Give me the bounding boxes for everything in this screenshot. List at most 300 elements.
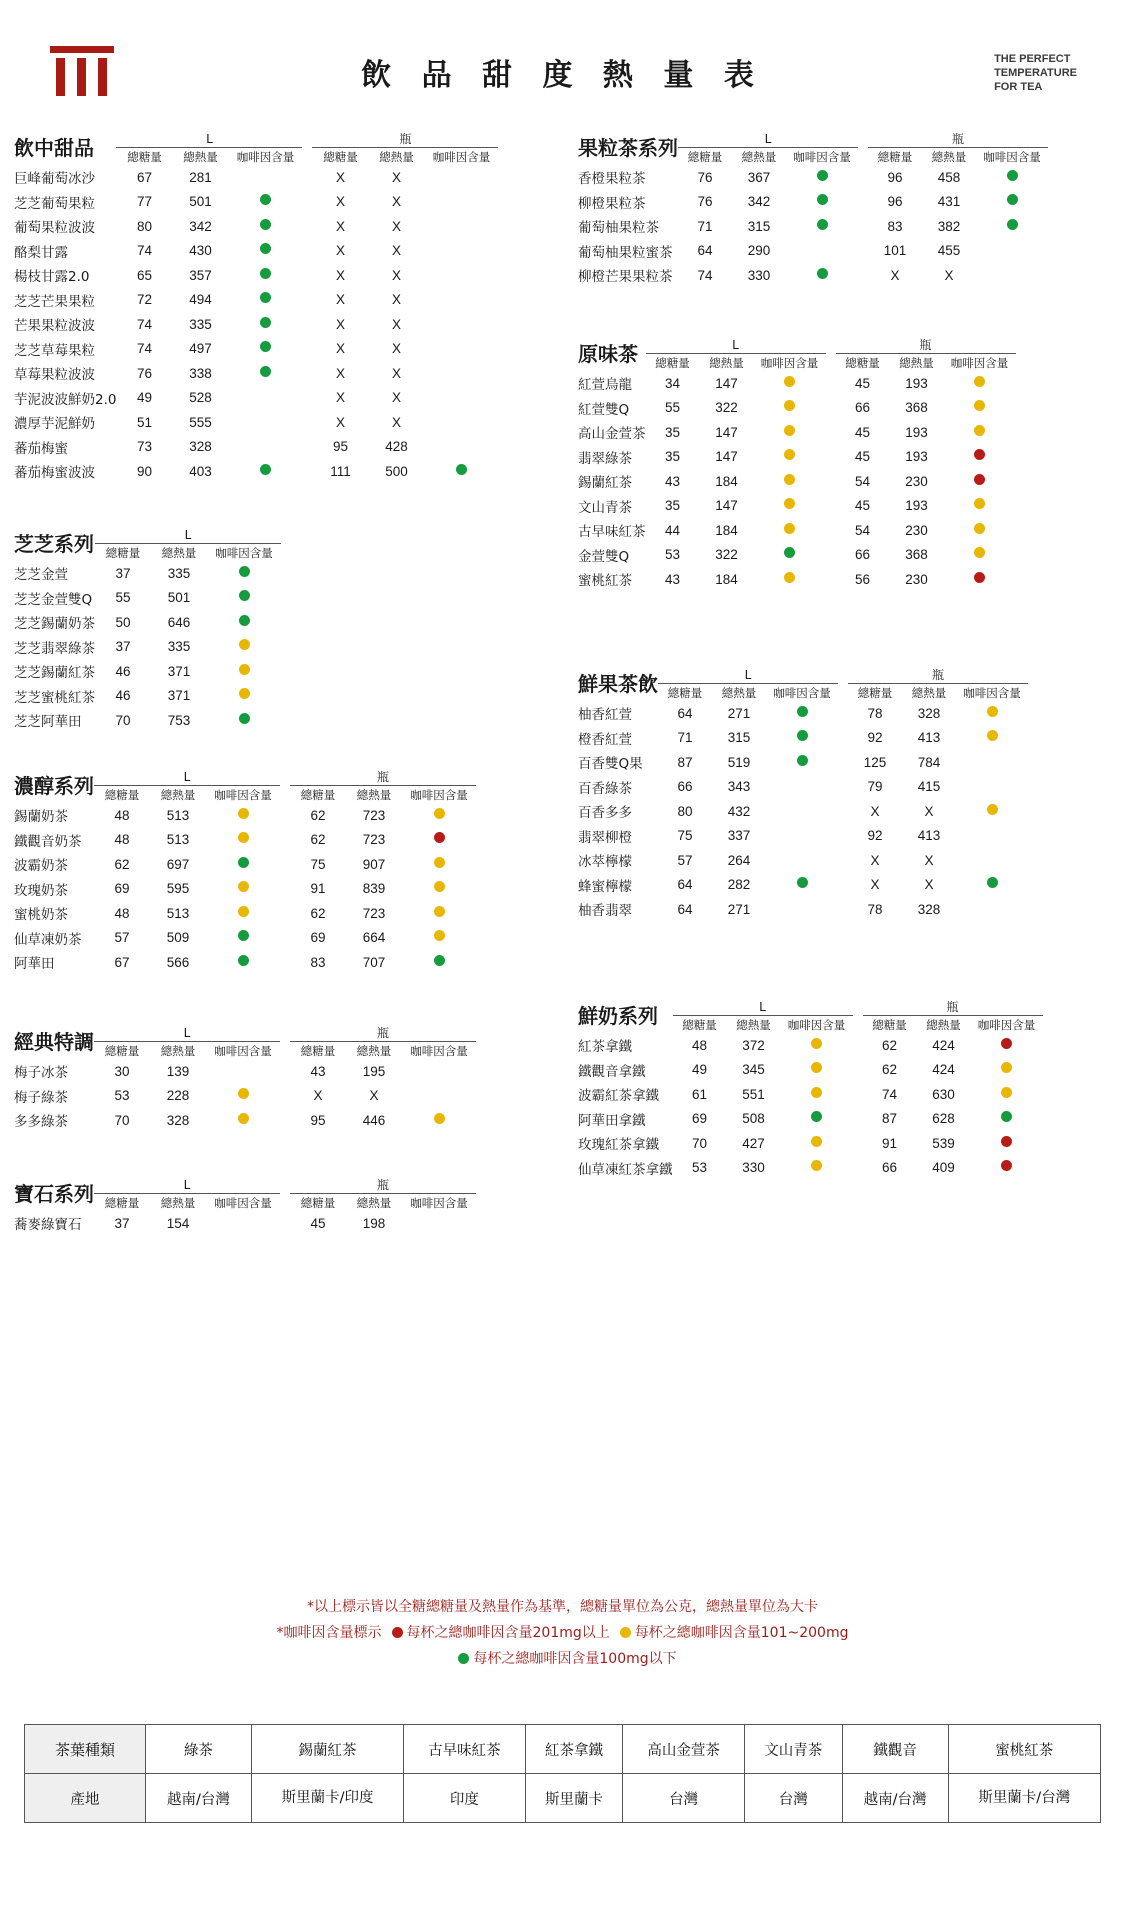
item-sugar-bottle: 66 (881, 1160, 898, 1176)
item-caffeine-bottle (944, 494, 1016, 519)
item-caffeine-l (206, 901, 280, 926)
item-sugar-bottle: X (335, 414, 345, 430)
item-calories-l: 403 (189, 463, 212, 479)
item-sugar-bottle: 95 (332, 439, 348, 455)
tea-type-cell: 鐵觀音 (842, 1725, 948, 1774)
item-calories-bottle: X (391, 292, 401, 308)
item-sugar-bottle: 78 (867, 901, 883, 917)
item-caffeine-bottle (402, 926, 476, 951)
col-caffeine: 咖啡因含量 (773, 685, 831, 700)
item-caffeine-l (228, 361, 302, 386)
tagline-line-1: THE PERFECT (994, 53, 1071, 65)
caffeine-dot-icon (456, 243, 467, 254)
item-name: 百香多多 (578, 805, 632, 822)
caffeine-dot-icon (974, 400, 985, 411)
item-sugar-bottle: X (335, 316, 345, 332)
group-header-l: L (94, 1026, 280, 1042)
col-calories: 總熱量 (356, 1195, 392, 1210)
item-sugar-l: 37 (114, 1215, 130, 1231)
item-name: 蜂蜜檸檬 (578, 878, 632, 895)
section-nongchun (14, 770, 476, 975)
item-sugar-l: 65 (136, 267, 152, 283)
item-calories-l: 147 (715, 449, 738, 465)
item-sugar-bottle: X (335, 194, 345, 210)
item-calories-l: 322 (715, 547, 738, 563)
item-sugar-l: 67 (136, 169, 152, 185)
item-sugar-l: 71 (677, 730, 693, 746)
item-calories-l: 367 (747, 169, 771, 185)
item-sugar-bottle: X (335, 365, 345, 381)
section-title: 鮮果茶飲 (578, 672, 658, 696)
item-caffeine-bottle (424, 239, 498, 264)
caffeine-dot-icon (456, 464, 467, 475)
item-calories-bottle: X (391, 316, 401, 332)
col-sugar: 總糖量 (104, 787, 140, 802)
item-calories-bottle: X (391, 390, 401, 406)
item-caffeine-bottle (976, 263, 1048, 288)
item-caffeine-bottle (976, 214, 1048, 239)
col-caffeine: 咖啡因含量 (214, 1043, 272, 1058)
table-row (14, 877, 476, 902)
item-caffeine-l (206, 926, 280, 951)
item-caffeine-l (228, 239, 302, 264)
group-header-l: L (673, 1000, 853, 1016)
item-caffeine-l (754, 494, 826, 519)
item-caffeine-bottle (956, 775, 1028, 800)
section-title: 經典特調 (14, 1030, 94, 1054)
caffeine-dot-icon (260, 415, 271, 426)
item-name: 芋泥波波鮮奶2.0 (14, 391, 117, 408)
caffeine-dot-icon (797, 877, 808, 888)
item-name: 蜜桃紅茶 (578, 573, 632, 590)
col-caffeine: 咖啡因含量 (787, 1017, 846, 1032)
caffeine-dot-icon (987, 902, 998, 913)
item-calories-l: 551 (742, 1086, 765, 1102)
caffeine-dot-icon (260, 219, 271, 230)
item-name: 阿華田 (14, 956, 55, 973)
item-sugar-l: 48 (114, 905, 130, 921)
caffeine-dot-icon (797, 902, 808, 913)
item-calories-bottle: 784 (917, 754, 941, 770)
item-name: 百香雙Q果 (578, 756, 643, 773)
caffeine-dot-icon (974, 572, 985, 583)
item-calories-l: 322 (715, 400, 738, 416)
table-row (14, 586, 281, 611)
caffeine-dot-icon (1001, 1062, 1012, 1073)
tagline-line-2: TEMPERATURE (994, 67, 1077, 79)
caffeine-dot-icon (987, 755, 998, 766)
item-caffeine-l (207, 586, 281, 611)
item-calories-bottle: 628 (932, 1111, 955, 1127)
col-sugar: 總糖量 (323, 149, 358, 164)
item-sugar-l: 80 (136, 218, 152, 234)
item-sugar-l: 76 (697, 194, 713, 210)
table-gem (14, 1178, 476, 1236)
col-sugar: 總糖量 (857, 685, 893, 700)
item-caffeine-l (754, 518, 826, 543)
item-caffeine-bottle (424, 312, 498, 337)
col-sugar: 總糖量 (667, 685, 703, 700)
table-row (578, 518, 1016, 543)
item-caffeine-bottle (971, 1033, 1043, 1058)
item-calories-bottle: X (924, 803, 934, 819)
item-caffeine-bottle (424, 288, 498, 313)
item-calories-l: 184 (715, 571, 738, 587)
table-fruit-tea (578, 132, 1048, 288)
item-sugar-l: 87 (677, 754, 693, 770)
group-header-l: L (94, 1178, 280, 1194)
item-caffeine-bottle (424, 337, 498, 362)
caffeine-dot-icon (434, 1064, 445, 1075)
item-caffeine-bottle (956, 848, 1028, 873)
item-calories-bottle: 500 (385, 463, 408, 479)
item-sugar-l: 55 (115, 590, 131, 606)
item-caffeine-l (228, 263, 302, 288)
item-sugar-bottle: 69 (310, 930, 326, 946)
item-calories-l: 282 (727, 877, 751, 893)
item-sugar-l: 64 (677, 877, 693, 893)
group-header-bottle: 瓶 (290, 1178, 476, 1194)
caffeine-dot-icon (987, 828, 998, 839)
item-caffeine-bottle (976, 239, 1048, 264)
item-sugar-l: 74 (697, 267, 713, 283)
item-caffeine-bottle (956, 701, 1028, 726)
origin-cell: 印度 (404, 1774, 525, 1823)
caffeine-dot-icon (456, 390, 467, 401)
caffeine-dot-icon (456, 194, 467, 205)
caffeine-dot-icon (434, 881, 445, 892)
item-name: 芝芝阿華田 (14, 714, 82, 731)
table-row (578, 445, 1016, 470)
section-classic (14, 1026, 476, 1133)
table-row (14, 684, 281, 709)
caffeine-dot-icon (434, 832, 445, 843)
item-name: 葡萄柚果粒蜜茶 (578, 244, 673, 261)
item-calories-l: 147 (715, 498, 738, 514)
col-sugar: 總糖量 (845, 355, 880, 370)
item-sugar-bottle: 56 (854, 571, 871, 587)
group-header-bottle: 瓶 (848, 668, 1028, 684)
col-sugar: 總糖量 (127, 149, 162, 164)
item-sugar-bottle: 45 (854, 375, 871, 391)
item-sugar-l: 70 (115, 712, 131, 728)
item-sugar-l: 35 (664, 424, 681, 440)
item-caffeine-l (766, 897, 838, 922)
table-row (578, 750, 1028, 775)
col-calories: 總熱量 (736, 1017, 771, 1032)
section-title: 鮮奶系列 (578, 1004, 658, 1028)
item-caffeine-bottle (424, 263, 498, 288)
row-label-tea-type: 茶葉種類 (25, 1725, 146, 1774)
caffeine-dot-icon (238, 930, 249, 941)
caffeine-dot-icon (817, 243, 828, 254)
tea-type-cell: 高山金萱茶 (623, 1725, 744, 1774)
item-caffeine-bottle (402, 877, 476, 902)
item-name: 梅子冰茶 (14, 1065, 68, 1082)
item-sugar-bottle: 62 (310, 832, 326, 848)
table-row (578, 396, 1016, 421)
item-name: 波霸紅茶拿鐵 (578, 1088, 659, 1105)
caffeine-dot-icon (974, 425, 985, 436)
table-row (14, 659, 281, 684)
item-calories-bottle: X (391, 365, 401, 381)
item-sugar-bottle: 91 (881, 1135, 898, 1151)
item-calories-bottle: X (944, 267, 954, 283)
item-calories-l: 427 (742, 1135, 765, 1151)
group-header-bottle: 瓶 (312, 132, 498, 148)
item-calories-l: 315 (727, 730, 751, 746)
item-sugar-l: 44 (664, 522, 681, 538)
item-calories-l: 147 (715, 424, 738, 440)
caffeine-dot-icon (1001, 1038, 1012, 1049)
section-gem (14, 1178, 476, 1236)
footnote-basis: *以上標示皆以全糖總糖量及熱量作為基準，總糖量單位為公克，總熱量單位為大卡 (307, 1599, 818, 1615)
item-caffeine-bottle (956, 897, 1028, 922)
item-calories-l: 345 (742, 1062, 765, 1078)
item-caffeine-l (754, 567, 826, 592)
caffeine-dot-icon (784, 425, 795, 436)
item-calories-l: 342 (189, 218, 212, 234)
table-row (14, 165, 498, 190)
table-row (14, 1211, 476, 1236)
item-caffeine-bottle (956, 824, 1028, 849)
item-caffeine-l (754, 371, 826, 396)
caffeine-dot-icon (974, 376, 985, 387)
item-name: 芝芝芒果果粒 (14, 293, 95, 310)
item-name: 蕃茄梅蜜 (14, 440, 68, 457)
caffeine-dot-icon (260, 268, 271, 279)
item-caffeine-bottle (402, 1059, 476, 1084)
rows-body (578, 1033, 1043, 1180)
item-caffeine-l (754, 445, 826, 470)
item-name: 紅萱雙Q (578, 401, 630, 418)
item-sugar-l: 43 (664, 473, 681, 489)
item-name: 仙草凍奶茶 (14, 931, 82, 948)
item-name: 翡翠柳橙 (578, 829, 632, 846)
item-caffeine-l (228, 288, 302, 313)
table-row (14, 803, 476, 828)
item-sugar-bottle: X (313, 1088, 323, 1104)
section-title: 原味茶 (578, 342, 638, 366)
item-name: 葡萄果粒波波 (14, 220, 95, 237)
table-row (578, 190, 1048, 215)
item-sugar-l: 46 (115, 688, 131, 704)
caffeine-dot-icon (260, 170, 271, 181)
table-row (578, 263, 1048, 288)
item-calories-bottle: 839 (362, 881, 386, 897)
item-sugar-l: 48 (691, 1037, 708, 1053)
item-sugar-l: 66 (677, 779, 693, 795)
item-caffeine-l (206, 1084, 280, 1109)
item-caffeine-bottle (971, 1082, 1043, 1107)
item-name: 仙草凍紅茶拿鐵 (578, 1161, 673, 1178)
group-header-bottle: 瓶 (290, 770, 476, 786)
item-sugar-bottle: 79 (867, 779, 883, 795)
item-sugar-bottle: X (335, 390, 345, 406)
item-calories-l: 566 (166, 954, 190, 970)
section-zhizhi (14, 528, 281, 733)
col-sugar: 總糖量 (682, 1017, 717, 1032)
col-caffeine: 咖啡因含量 (410, 1043, 468, 1058)
item-calories-l: 753 (167, 712, 191, 728)
item-calories-bottle: 415 (917, 779, 941, 795)
item-caffeine-l (754, 469, 826, 494)
table-row (578, 1107, 1043, 1132)
rows-body (14, 1059, 476, 1133)
group-header-bottle: 瓶 (868, 132, 1048, 148)
tagline-line-3: FOR TEA (994, 81, 1043, 93)
table-row (14, 239, 498, 264)
table-row (578, 239, 1048, 264)
item-sugar-bottle: X (335, 243, 345, 259)
item-calories-bottle: X (391, 218, 401, 234)
item-sugar-bottle: X (335, 267, 345, 283)
item-caffeine-bottle (424, 165, 498, 190)
caffeine-dot-icon (811, 1087, 822, 1098)
table-row (578, 469, 1016, 494)
item-calories-l: 595 (166, 881, 190, 897)
table-row (578, 873, 1028, 898)
footnote-caffeine-legend-green (0, 1646, 1125, 1672)
table-row (14, 708, 281, 733)
tea-type-cell: 文山青茶 (744, 1725, 842, 1774)
table-row (14, 288, 498, 313)
section-fresh-milk (578, 1000, 1043, 1180)
caffeine-dot-icon (784, 572, 795, 583)
section-drink-dessert (14, 132, 498, 484)
item-calories-bottle: 707 (362, 954, 386, 970)
item-calories-bottle: X (391, 243, 401, 259)
item-sugar-bottle: X (335, 169, 345, 185)
caffeine-dot-icon (817, 170, 828, 181)
item-sugar-bottle: X (335, 218, 345, 234)
caffeine-dot-icon (987, 706, 998, 717)
item-name: 芝芝草莓果粒 (14, 342, 95, 359)
caffeine-dot-icon (260, 341, 271, 352)
item-sugar-bottle: 66 (854, 547, 871, 563)
item-calories-bottle: 539 (932, 1135, 955, 1151)
item-name: 芝芝蜜桃紅茶 (14, 689, 95, 706)
item-calories-bottle: 193 (905, 449, 928, 465)
item-sugar-bottle: X (870, 877, 880, 893)
item-sugar-l: 72 (136, 292, 152, 308)
item-caffeine-bottle (956, 799, 1028, 824)
item-calories-bottle: 198 (362, 1215, 386, 1231)
item-caffeine-l (206, 877, 280, 902)
caffeine-dot-icon (456, 219, 467, 230)
caffeine-dot-icon (797, 730, 808, 741)
item-sugar-bottle: 62 (310, 807, 326, 823)
item-calories-l: 342 (747, 194, 771, 210)
col-caffeine: 咖啡因含量 (214, 787, 272, 802)
item-calories-bottle: 664 (362, 930, 386, 946)
col-sugar: 總糖量 (300, 787, 336, 802)
item-name: 鐵觀音奶茶 (14, 833, 82, 850)
table-fresh-milk (578, 1000, 1043, 1180)
origin-cell: 越南/台灣 (842, 1774, 948, 1823)
caffeine-dot-icon (1001, 1087, 1012, 1098)
item-caffeine-l (766, 799, 838, 824)
item-caffeine-l (207, 635, 281, 660)
item-caffeine-bottle (944, 420, 1016, 445)
item-caffeine-bottle (976, 190, 1048, 215)
item-sugar-l: 37 (115, 639, 131, 655)
item-sugar-l: 80 (677, 803, 693, 819)
item-calories-bottle: 413 (917, 730, 941, 746)
item-caffeine-bottle (402, 852, 476, 877)
item-calories-bottle: 230 (905, 473, 928, 489)
col-sugar: 總糖量 (300, 1043, 336, 1058)
item-caffeine-l (228, 337, 302, 362)
table-row (14, 1108, 476, 1133)
item-name: 香橙果粒茶 (578, 171, 646, 188)
caffeine-dot-icon (817, 219, 828, 230)
item-caffeine-l (207, 659, 281, 684)
item-calories-bottle: 193 (905, 498, 928, 514)
caffeine-dot-icon (260, 390, 271, 401)
caffeine-dot-icon (238, 857, 249, 868)
item-caffeine-l (781, 1156, 853, 1181)
col-sugar: 總糖量 (687, 149, 723, 164)
item-name: 巨峰葡萄冰沙 (14, 171, 95, 188)
item-sugar-l: 57 (677, 852, 693, 868)
table-row (578, 775, 1028, 800)
item-sugar-bottle: 45 (310, 1215, 326, 1231)
item-sugar-bottle: 62 (881, 1037, 898, 1053)
item-calories-l: 315 (747, 218, 771, 234)
item-calories-bottle: 723 (362, 807, 386, 823)
caffeine-dot-icon (784, 449, 795, 460)
caffeine-dot-icon (974, 449, 985, 460)
caffeine-dot-icon (784, 400, 795, 411)
table-row (14, 901, 476, 926)
item-sugar-bottle: X (870, 852, 880, 868)
legend-green-text: 每杯之總咖啡因含量100mg以下 (473, 1651, 677, 1667)
caffeine-dot-icon (1007, 268, 1018, 279)
item-sugar-bottle: 92 (867, 730, 883, 746)
item-calories-bottle: 328 (917, 901, 941, 917)
table-row (14, 561, 281, 586)
section-fresh-fruit (578, 668, 1028, 922)
caffeine-dot-icon (434, 808, 445, 819)
item-sugar-l: 64 (677, 705, 693, 721)
col-calories: 總熱量 (931, 149, 967, 164)
item-sugar-l: 77 (136, 194, 152, 210)
item-sugar-l: 62 (114, 856, 130, 872)
item-name: 波霸奶茶 (14, 858, 68, 875)
item-calories-bottle: 424 (932, 1062, 955, 1078)
item-sugar-l: 69 (691, 1111, 708, 1127)
item-calories-bottle: X (924, 877, 934, 893)
table-row (14, 926, 476, 951)
rows-body (14, 1211, 476, 1236)
col-calories: 總熱量 (911, 685, 947, 700)
item-caffeine-bottle (971, 1131, 1043, 1156)
item-caffeine-l (754, 420, 826, 445)
table-row (14, 435, 498, 460)
item-calories-l: 290 (747, 243, 771, 259)
item-sugar-l: 55 (664, 400, 681, 416)
item-name: 多多綠茶 (14, 1114, 68, 1131)
item-caffeine-l (766, 726, 838, 751)
caffeine-dot-icon (797, 755, 808, 766)
col-caffeine: 咖啡因含量 (410, 1195, 468, 1210)
caffeine-dot-icon (987, 804, 998, 815)
item-name: 紅茶拿鐵 (578, 1039, 632, 1056)
group-header-l: L (646, 338, 826, 354)
legend-yellow-text: 每杯之總咖啡因含量101~200mg (634, 1625, 849, 1641)
item-calories-bottle: 455 (937, 243, 961, 259)
